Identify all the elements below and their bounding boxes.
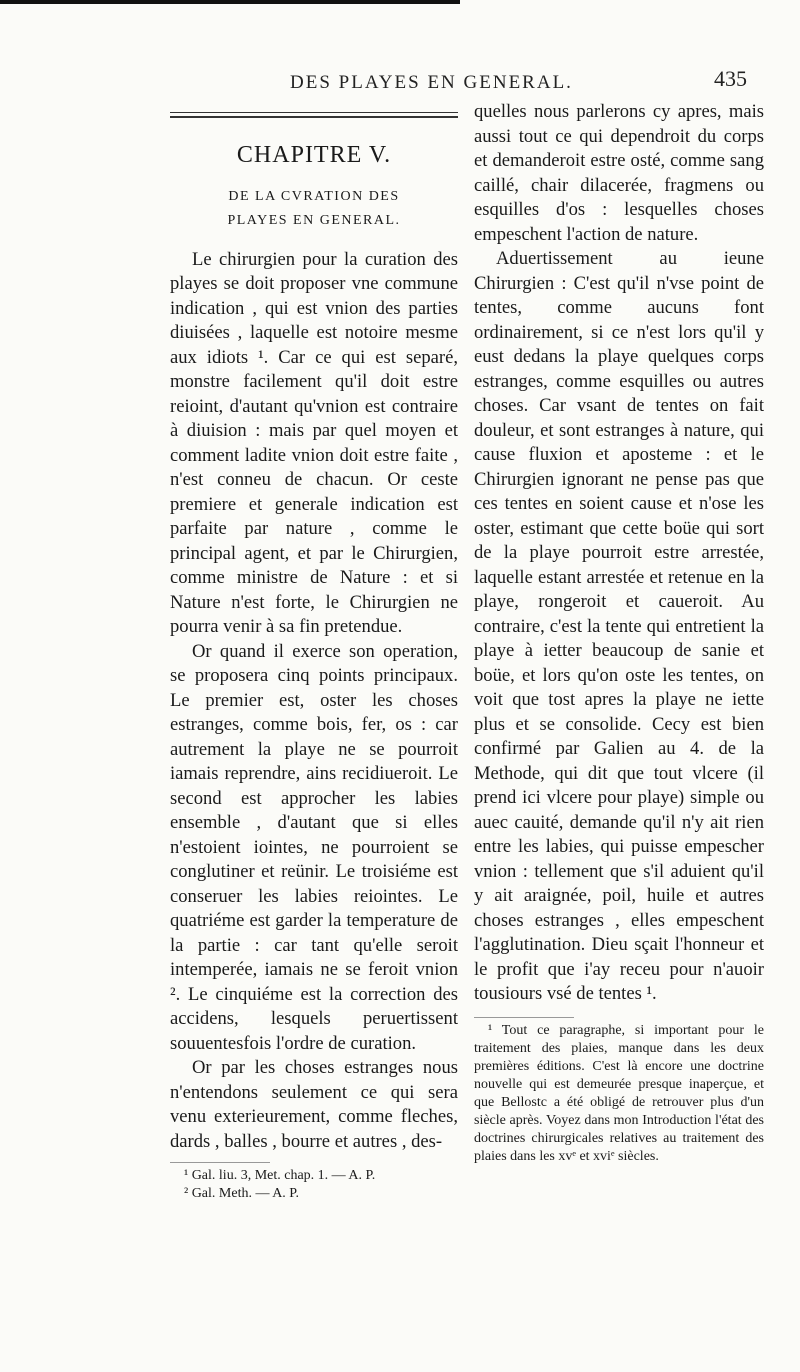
paragraph: quelles nous parlerons cy apres, mais aussi tout ce qui dependroit du corps et demanderoit estre osté, comme sang caillé, chair dilacerée, fragmens ou esquilles d'os : lesquelles choses empeschent l'action de nature. — [474, 101, 764, 245]
left-column — [170, 100, 458, 1203]
footnote: ¹ Gal. liu. 3, Met. chap. 1. — A. P. — [184, 1168, 376, 1183]
chapter-rule — [170, 112, 458, 118]
footnote: ² Gal. Meth. — A. P. — [184, 1186, 300, 1201]
paragraph: Aduertissement au ieune Chirurgien : C'est qu'il n'vse point de tentes, comme aucuns font ordinairement, si ce n'est lors qu'il y eust dedans la playe quelques corps estranges, comme esquilles ou autres choses. Car vsant de tentes on fait douleur, et sont estranges à nature, qui cause fluxion et aposteme : et le Chirurgien ignorant ne pense pas que ces tentes en soient cause et n'ose les oster, estimant que cette boüe qui sort de la playe pourroit estre arrestée, laquelle estant arrestée et retenue en la playe, rongeroit et caueroit. Au contraire, c'est la tente qui entretient la playe à ietter beaucoup de sanie et boüe, et lors qu'on oste les tentes, on voit que tost apres la playe ne iette plus et se consolide. Cecy est bien confirmé par Galien au 4. de la Methode, qui dit que tout vlcere (il prend ici vlcere pour playe) simple ou auec cauité, demande qu'il n'y ait rien entre les labies, qui puisse empescher vnion : tellement que s'il aduient qu'il y ait araignée, poil, huile et autres choses estranges , elles empeschent l'agglutination. Dieu sçait l'honneur et le profit que i'ay receu pour n'auoir tousiours vsé de tentes ¹. — [474, 248, 764, 1004]
right-column — [474, 100, 764, 1166]
footnote: ¹ Tout ce paragraphe, si important pour le traitement des plaies, manque dans les deux premières éditions. C'est là encore une doctrine nouvelle qui est demeurée presque inaperçue, et que Bellostc a été obligé de retrouver plus d'un siècle après. Voyez dans mon Introduction l'état des doctrines chirurgicales relatives au traitement des plaies dans les xvᵉ et xviᵉ siècles. — [474, 1022, 764, 1164]
paragraph: Or par les choses estranges nous n'entendons seulement ce qui sera venu exterieurement, comme fleches, dards , balles , bourre et autres , des- — [170, 1057, 458, 1152]
top-rule — [0, 0, 460, 4]
paragraph: Or quand il exerce son operation, se proposera cinq points principaux. Le premier est, oster les choses estranges, comme bois, fer, os : car autrement la playe ne se pourroit iamais reprendre, ains recidiueroit. Le second est approcher les labies ensemble , d'autant que si elles n'estoient iointes, ne pourroient se conglutiner et reünir. Le troisiéme est conseruer les labies reiointes. Le quatriéme est garder la temperature de la partie : car tant qu'elle seroit intemperée, iamais ne se feroit vnion ². Le cinquiéme est la correction des accidens, lesquels peruertissent souuentesfois l'ordre de curation. — [170, 640, 458, 1054]
chapter-subtitle: DE LA CVRATION DES PLAYES EN GENERAL. — [227, 188, 401, 228]
running-head: DES PLAYES EN GENERAL. — [290, 72, 573, 93]
chapter-title: CHAPITRE V. — [236, 142, 392, 168]
page-number: 435 — [714, 66, 747, 91]
paragraph: Le chirurgien pour la curation des playes se doit proposer vne commune indication , qui est vnion des parties diuisées , laquelle est notoire mesme aux idiots ¹. Car ce qui est separé, monstre facilement qu'il doit estre reioint, d'autant qu'vnion est contraire à diuision : mais par quel moyen et comment ladite vnion doit estre faite , n'est conneu de chacun. Or ceste premiere et generale indication est parfaite par nature , comme le principal agent, et par le Chirurgien, comme ministre de Nature : et si Nature n'est forte, le Chirurgien ne pourra venir à sa fin pretendue. — [170, 248, 458, 637]
